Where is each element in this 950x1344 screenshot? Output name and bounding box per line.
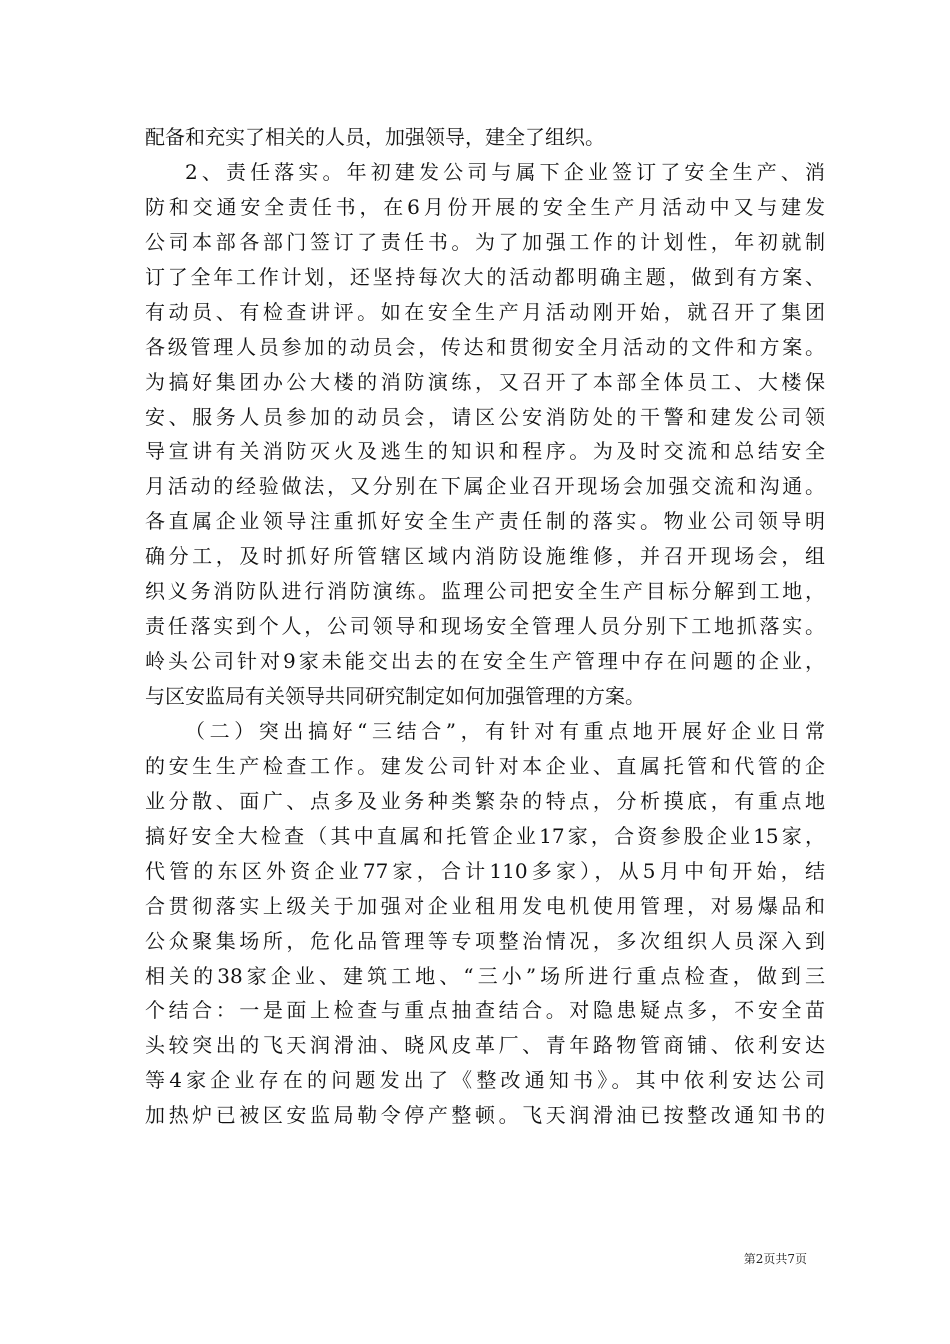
text-line: 加热炉已被区安监局勒令停产整顿。飞天润滑油已按整改通知书的: [145, 1103, 825, 1128]
text-line: 的安生生产检查工作。建发公司针对本企业、直属托管和代管的企: [145, 753, 825, 778]
text-line: 有动员、有检查讲评。如在安全生产月活动刚开始，就召开了集团: [145, 299, 825, 324]
text-line: 头较突出的飞天润滑油、晓风皮革厂、青年路物管商铺、依利安达: [145, 1033, 825, 1058]
text-line: 搞好安全大检查（其中直属和托管企业17家，合资参股企业15家，: [145, 823, 825, 848]
text-line: 公司本部各部门签订了责任书。为了加强工作的计划性，年初就制: [145, 229, 825, 254]
text-line: 责任落实到个人，公司领导和现场安全管理人员分别下工地抓落实。: [145, 614, 825, 639]
text-line: 导宣讲有关消防灭火及逃生的知识和程序。为及时交流和总结安全: [145, 439, 825, 464]
text-line: 岭头公司针对9家未能交出去的在安全生产管理中存在问题的企业，: [145, 649, 825, 674]
text-line: 月活动的经验做法，又分别在下属企业召开现场会加强交流和沟通。: [145, 474, 825, 499]
text-line: 公众聚集场所，危化品管理等专项整治情况，多次组织人员深入到: [145, 928, 825, 953]
text-line: 与区安监局有关领导共同研究制定如何加强管理的方案。: [145, 684, 645, 708]
text-line: 相关的38家企业、建筑工地、“三小”场所进行重点检查，做到三: [145, 963, 825, 988]
body-text: [145, 120, 825, 1133]
text-line: 个结合：一是面上检查与重点抽查结合。对隐患疑点多，不安全苗: [145, 998, 825, 1023]
text-line: 配备和充实了相关的人员，加强领导，建全了组织。: [145, 125, 605, 149]
text-line: 各级管理人员参加的动员会，传达和贯彻安全月活动的文件和方案。: [145, 334, 825, 359]
text-line: 等4家企业存在的问题发出了《整改通知书》。其中依利安达公司: [145, 1068, 825, 1093]
text-line: 代管的东区外资企业77家，合计110多家），从5月中旬开始，结: [145, 858, 825, 883]
text-line: 订了全年工作计划，还坚持每次大的活动都明确主题，做到有方案、: [145, 264, 825, 289]
text-line: 安、服务人员参加的动员会，请区公安消防处的干警和建发公司领: [145, 404, 825, 429]
text-line: 2、责任落实。年初建发公司与属下企业签订了安全生产、消: [185, 159, 825, 184]
text-line: 合贯彻落实上级关于加强对企业租用发电机使用管理，对易爆品和: [145, 893, 825, 918]
text-line: 各直属企业领导注重抓好安全生产责任制的落实。物业公司领导明: [145, 509, 825, 534]
text-line: 业分散、面广、点多及业务种类繁杂的特点，分析摸底，有重点地: [145, 788, 825, 813]
text-line: 为搞好集团办公大楼的消防演练，又召开了本部全体员工、大楼保: [145, 369, 825, 394]
page-number: 第2页共7页: [743, 1252, 807, 1266]
text-line: 织义务消防队进行消防演练。监理公司把安全生产目标分解到工地，: [145, 579, 825, 604]
text-line: 防和交通安全责任书，在6月份开展的安全生产月活动中又与建发: [145, 194, 825, 219]
text-line: 确分工，及时抓好所管辖区域内消防设施维修，并召开现场会，组: [145, 544, 825, 569]
text-line: （二）突出搞好“三结合”，有针对有重点地开展好企业日常: [185, 718, 825, 743]
